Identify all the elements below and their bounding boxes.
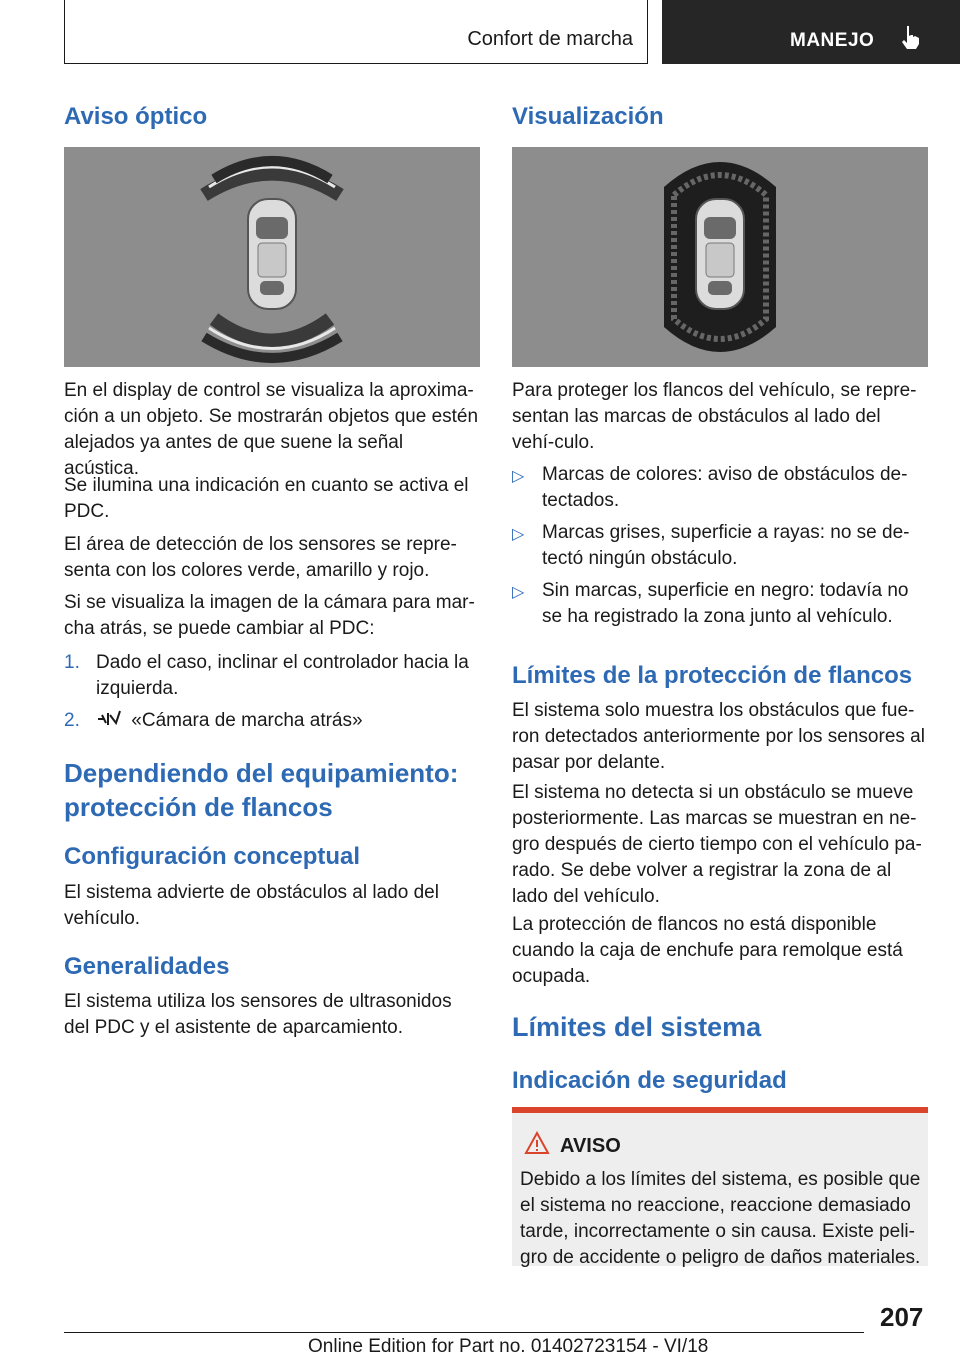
paragraph-limites-2: El sistema no detecta si un obstáculo se mueve posteriormente. Las marcas se muestran en ne-gro después de cierto tiempo con el vehículo pa-rado. Se debe volver a registrar la zona de al lado del vehículo. [512, 782, 922, 907]
warning-text: Debido a los límites del sistema, es posible que el sistema no reaccione, reaccione demasiado tarde, incorrectamente o sin causa. Existe peli-gro de accidente o peligro de daños materiales. [520, 1169, 921, 1268]
footer-edition: Online Edition for Part no. 01402723154 - VI/18 [308, 1336, 709, 1357]
paragraph-configuracion: El sistema advierte de obstáculos al lado del vehículo. [64, 882, 439, 929]
paragraph-aviso-1: En el display de control se visualiza la aproxima-ción a un objeto. Se mostrarán objetos que estén alejados ya antes de que suene la señal acústica. [64, 380, 479, 479]
list-text: «Cámara de marcha atrás» [131, 710, 363, 731]
paragraph-aviso-2: Se ilumina una indicación en cuanto se activa el PDC. [64, 475, 469, 522]
header-chapter-tab [662, 0, 960, 64]
heading-configuracion-conceptual: Configuración conceptual [64, 843, 361, 870]
heading-limites-sistema: Límites del sistema [512, 1012, 762, 1042]
heading-visualizacion: Visualización [512, 103, 664, 130]
header-section-title: Confort de marcha [467, 28, 633, 50]
paragraph-limites-3: La protección de flancos no está disponible cuando la caja de enchufe para remolque está ocupada. [512, 914, 903, 987]
footer-divider [64, 1332, 864, 1333]
list-text: Marcas grises, superficie a rayas: no se de-tectó ningún obstáculo. [542, 522, 910, 569]
paragraph-aviso-3: El área de detección de los sensores se repre-senta con los colores verde, amarillo y rojo. [64, 534, 457, 581]
heading-proteccion-flancos: Dependiendo del equipamiento: protección de flancos [64, 758, 459, 822]
list-text: Marcas de colores: aviso de obstáculos de-tectados. [542, 464, 908, 511]
list-number: 1. [64, 652, 80, 673]
paragraph-aviso-4: Si se visualiza la imagen de la cámara para mar-cha atrás, se puede cambiar al PDC: [64, 592, 475, 639]
warning-triangle-icon [524, 1131, 550, 1160]
hand-steering-icon [898, 24, 922, 55]
heading-limites-proteccion: Límites de la protección de flancos [512, 662, 913, 689]
bullet-triangle-icon: ▷ [512, 526, 525, 543]
list-text: Sin marcas, superficie en negro: todavía no se ha registrado la zona junto al vehículo. [542, 580, 909, 627]
bullet-triangle-icon: ▷ [512, 468, 525, 485]
paragraph-generalidades: El sistema utiliza los sensores de ultrasonidos del PDC y el asistente de aparcamiento. [64, 991, 452, 1038]
paragraph-visualizacion: Para proteger los flancos del vehículo, se repre-sentan las marcas de obstáculos al lado del vehí-culo. [512, 380, 917, 453]
list-text: Dado el caso, inclinar el controlador hacia la izquierda. [96, 652, 469, 699]
header-section-box [64, 0, 648, 64]
header-chapter-title: MANEJO [790, 30, 875, 51]
heading-generalidades: Generalidades [64, 953, 230, 980]
warning-box [512, 1113, 928, 1266]
figure-side-protection-display [512, 147, 928, 367]
bullet-triangle-icon: ▷ [512, 584, 525, 601]
heading-aviso-optico: Aviso óptico [64, 103, 208, 130]
figure-pdc-display [64, 147, 480, 367]
paragraph-limites-1: El sistema solo muestra los obstáculos que fue-ron detectados anteriormente por los sensores al pasar por delante. [512, 700, 925, 773]
heading-indicacion-seguridad: Indicación de seguridad [512, 1067, 787, 1094]
list-number: 2. [64, 710, 80, 731]
rear-camera-icon [96, 709, 122, 729]
list-body-wrapper [96, 708, 480, 734]
warning-title: AVISO [560, 1135, 621, 1157]
page-number: 207 [880, 1302, 924, 1332]
